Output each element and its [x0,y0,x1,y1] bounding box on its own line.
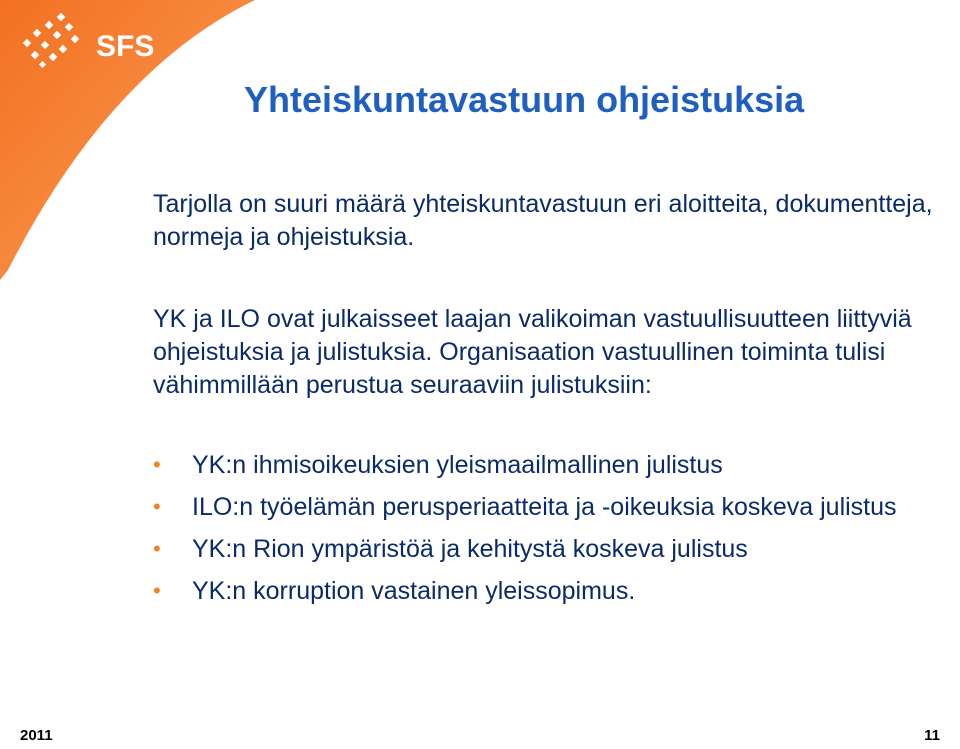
page-number: 11 [924,727,940,744]
list-item [153,490,943,524]
list-item-text: YK:n Rion ympäristöä ja kehitystä koskeva julistus [192,535,748,563]
list-item [153,448,943,482]
list-item-text: YK:n korruption vastainen yleissopimus. [192,577,636,605]
slide-title: Yhteiskuntavastuun ohjeistuksia [244,79,805,120]
intro-paragraph: Tarjolla on suuri määrä yhteiskuntavastuun eri aloitteita, dokumentteja, normeja ja ohjeistuksia. [153,190,933,251]
bullet-icon: • [153,452,161,477]
sfs-logo [18,10,155,70]
list-item [153,532,943,566]
logo-text: SFS [96,30,155,63]
logo-dots-icon [18,10,88,70]
list-item-text: YK:n ihmisoikeuksien yleismaailmallinen julistus [192,451,723,479]
bullet-icon: • [153,536,161,561]
slide-body [153,188,943,616]
bullet-icon: • [153,494,161,519]
footer-year: 2011 [20,727,53,744]
bullet-icon: • [153,578,161,603]
declarations-list [153,448,943,608]
declarations-paragraph: YK ja ILO ovat julkaisseet laajan valikoiman vastuullisuutteen liittyviä ohjeistuksia ja julistuksia. Organisaation vastuullinen toiminta tulisi vähimmillään perustua seuraaviin julistuksiin: [153,305,912,399]
list-item-text: ILO:n työelämän perusperiaatteita ja -oikeuksia koskeva julistus [192,493,897,521]
list-item [153,574,943,608]
